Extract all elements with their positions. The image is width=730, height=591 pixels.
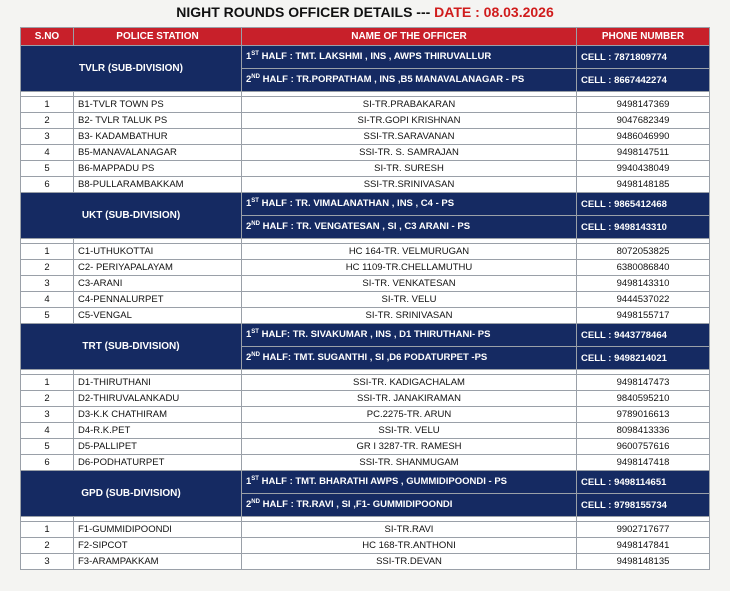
half-officer xyxy=(242,494,577,517)
half-phone: CELL : 8667442274 xyxy=(577,69,710,92)
station-cell: B5-MANAVALANAGAR xyxy=(74,145,242,161)
officer-cell: PC.2275-TR. ARUN xyxy=(242,407,577,423)
officer-cell: HC 1109-TR.CHELLAMUTHU xyxy=(242,260,577,276)
half-text: HALF : TR.PORPATHAM , INS ,B5 MANAVALANAGAR - PS xyxy=(259,74,525,86)
subdivision-row xyxy=(21,324,710,347)
sno-cell: 2 xyxy=(21,113,74,129)
title-date: DATE : 08.03.2026 xyxy=(434,4,554,20)
phone-cell: 9498147841 xyxy=(577,538,710,554)
table-body xyxy=(21,46,710,570)
table-row xyxy=(21,177,710,193)
officer-cell: SI-TR. VENKATESAN xyxy=(242,276,577,292)
sno-cell: 3 xyxy=(21,276,74,292)
half-phone: CELL : 9443778464 xyxy=(577,324,710,347)
half-ordinal: 1 xyxy=(246,476,252,488)
half-ordinal: 2 xyxy=(246,74,252,86)
phone-cell: 9902717677 xyxy=(577,522,710,538)
table-row xyxy=(21,455,710,471)
table-row xyxy=(21,522,710,538)
phone-cell: 9444537022 xyxy=(577,292,710,308)
half-officer xyxy=(242,46,577,69)
phone-cell: 9498155717 xyxy=(577,308,710,324)
officer-cell: SI-TR. VELU xyxy=(242,292,577,308)
phone-cell: 9789016613 xyxy=(577,407,710,423)
half-ordinal-suffix: ND xyxy=(251,499,260,506)
officer-cell: SI-TR.RAVI xyxy=(242,522,577,538)
half-ordinal: 2 xyxy=(246,352,252,364)
half-officer xyxy=(242,324,577,347)
officer-table xyxy=(20,27,710,570)
table-row xyxy=(21,407,710,423)
subdivision-name: TVLR (SUB-DIVISION) xyxy=(21,46,242,92)
half-phone: CELL : 9865412468 xyxy=(577,193,710,216)
half-ordinal-suffix: ND xyxy=(251,74,260,81)
half-text: HALF : TR. VIMALANATHAN , INS , C4 - PS xyxy=(258,198,455,210)
station-cell: D3-K.K CHATHIRAM xyxy=(74,407,242,423)
subdivision-row xyxy=(21,46,710,69)
table-row xyxy=(21,113,710,129)
station-cell: D6-PODHATURPET xyxy=(74,455,242,471)
station-cell: F1-GUMMIDIPOONDI xyxy=(74,522,242,538)
sno-cell: 5 xyxy=(21,439,74,455)
table-row xyxy=(21,375,710,391)
station-cell: B3- KADAMBATHUR xyxy=(74,129,242,145)
half-ordinal: 2 xyxy=(246,221,252,233)
phone-cell: 9047682349 xyxy=(577,113,710,129)
table-row xyxy=(21,244,710,260)
half-text: HALF : TMT. BHARATHI AWPS , GUMMIDIPOONDI - PS xyxy=(258,476,508,488)
phone-cell: 9940438049 xyxy=(577,161,710,177)
officer-cell: HC 164-TR. VELMURUGAN xyxy=(242,244,577,260)
table-row xyxy=(21,276,710,292)
station-cell: F2-SIPCOT xyxy=(74,538,242,554)
station-cell: D4-R.K.PET xyxy=(74,423,242,439)
sno-cell: 1 xyxy=(21,375,74,391)
half-officer xyxy=(242,216,577,239)
officer-cell: GR I 3287-TR. RAMESH xyxy=(242,439,577,455)
phone-cell: 6380086840 xyxy=(577,260,710,276)
phone-cell: 9498147473 xyxy=(577,375,710,391)
sno-cell: 3 xyxy=(21,129,74,145)
header-police-station: POLICE STATION xyxy=(74,28,242,46)
table-row xyxy=(21,439,710,455)
half-ordinal-suffix: ST xyxy=(251,476,259,483)
officer-cell: SSI-TR.SRINIVASAN xyxy=(242,177,577,193)
sno-cell: 2 xyxy=(21,260,74,276)
officer-cell: SSI-TR. SHANMUGAM xyxy=(242,455,577,471)
half-officer xyxy=(242,471,577,494)
station-cell: C5-VENGAL xyxy=(74,308,242,324)
station-cell: C2- PERIYAPALAYAM xyxy=(74,260,242,276)
half-phone: CELL : 9498143310 xyxy=(577,216,710,239)
sno-cell: 6 xyxy=(21,177,74,193)
station-cell: D5-PALLIPET xyxy=(74,439,242,455)
phone-cell: 9498147418 xyxy=(577,455,710,471)
officer-cell: SSI-TR. KADIGACHALAM xyxy=(242,375,577,391)
half-text: HALF: TR. SIVAKUMAR , INS , D1 THIRUTHANI- PS xyxy=(258,329,491,341)
subdivision-row xyxy=(21,471,710,494)
half-text: HALF: TMT. SUGANTHI , SI ,D6 PODATURPET -PS xyxy=(259,352,488,364)
phone-cell: 9498148135 xyxy=(577,554,710,570)
half-ordinal-suffix: ST xyxy=(251,329,259,336)
officer-cell: SSI-TR. JANAKIRAMAN xyxy=(242,391,577,407)
sno-cell: 5 xyxy=(21,308,74,324)
officer-cell: SSI-TR. S. SAMRAJAN xyxy=(242,145,577,161)
phone-cell: 9840595210 xyxy=(577,391,710,407)
phone-cell: 9498147369 xyxy=(577,97,710,113)
sno-cell: 4 xyxy=(21,145,74,161)
phone-cell: 8072053825 xyxy=(577,244,710,260)
officer-cell: SI-TR. SURESH xyxy=(242,161,577,177)
phone-cell: 9498147511 xyxy=(577,145,710,161)
half-text: HALF : TR. VENGATESAN , SI , C3 ARANI - PS xyxy=(259,221,471,233)
half-ordinal-suffix: ND xyxy=(251,221,260,228)
officer-cell: SI-TR.GOPI KRISHNAN xyxy=(242,113,577,129)
half-phone: CELL : 9798155734 xyxy=(577,494,710,517)
table-row xyxy=(21,129,710,145)
phone-cell: 8098413336 xyxy=(577,423,710,439)
subdivision-row xyxy=(21,193,710,216)
sno-cell: 3 xyxy=(21,554,74,570)
header-sno: S.NO xyxy=(21,28,74,46)
officer-cell: HC 168-TR.ANTHONI xyxy=(242,538,577,554)
half-ordinal: 2 xyxy=(246,499,252,511)
station-cell: F3-ARAMPAKKAM xyxy=(74,554,242,570)
sno-cell: 1 xyxy=(21,97,74,113)
officer-cell: SSI-TR. VELU xyxy=(242,423,577,439)
station-cell: B8-PULLARAMBAKKAM xyxy=(74,177,242,193)
half-ordinal: 1 xyxy=(246,329,252,341)
station-cell: B1-TVLR TOWN PS xyxy=(74,97,242,113)
title-text: NIGHT ROUNDS OFFICER DETAILS --- xyxy=(176,4,435,20)
station-cell: B2- TVLR TALUK PS xyxy=(74,113,242,129)
sno-cell: 2 xyxy=(21,538,74,554)
half-ordinal-suffix: ST xyxy=(251,198,259,205)
phone-cell: 9498143310 xyxy=(577,276,710,292)
header-row xyxy=(21,28,710,46)
sno-cell: 6 xyxy=(21,455,74,471)
table-row xyxy=(21,292,710,308)
half-ordinal: 1 xyxy=(246,198,252,210)
table-row xyxy=(21,423,710,439)
half-text: HALF : TR.RAVI , SI ,F1- GUMMIDIPOONDI xyxy=(259,499,453,511)
table-row xyxy=(21,538,710,554)
subdivision-name: TRT (SUB-DIVISION) xyxy=(21,324,242,370)
table-row xyxy=(21,145,710,161)
sno-cell: 2 xyxy=(21,391,74,407)
phone-cell: 9486046990 xyxy=(577,129,710,145)
sno-cell: 3 xyxy=(21,407,74,423)
half-text: HALF : TMT. LAKSHMI , INS , AWPS THIRUVALLUR xyxy=(258,51,492,63)
half-ordinal-suffix: ND xyxy=(251,352,260,359)
sno-cell: 5 xyxy=(21,161,74,177)
table-row xyxy=(21,97,710,113)
half-phone: CELL : 9498114651 xyxy=(577,471,710,494)
half-officer xyxy=(242,69,577,92)
table-row xyxy=(21,554,710,570)
table-row xyxy=(21,260,710,276)
page-title xyxy=(0,4,730,20)
half-phone: CELL : 7871809774 xyxy=(577,46,710,69)
sno-cell: 1 xyxy=(21,522,74,538)
station-cell: B6-MAPPADU PS xyxy=(74,161,242,177)
station-cell: C1-UTHUKOTTAI xyxy=(74,244,242,260)
table-row xyxy=(21,161,710,177)
table-row xyxy=(21,391,710,407)
half-ordinal: 1 xyxy=(246,51,252,63)
table-row xyxy=(21,308,710,324)
half-officer xyxy=(242,347,577,370)
header-officer: NAME OF THE OFFICER xyxy=(242,28,577,46)
sno-cell: 1 xyxy=(21,244,74,260)
station-cell: D1-THIRUTHANI xyxy=(74,375,242,391)
half-ordinal-suffix: ST xyxy=(251,51,259,58)
station-cell: D2-THIRUVALANKADU xyxy=(74,391,242,407)
subdivision-name: UKT (SUB-DIVISION) xyxy=(21,193,242,239)
officer-cell: SSI-TR.SARAVANAN xyxy=(242,129,577,145)
sno-cell: 4 xyxy=(21,292,74,308)
phone-cell: 9600757616 xyxy=(577,439,710,455)
subdivision-name: GPD (SUB-DIVISION) xyxy=(21,471,242,517)
officer-cell: SSI-TR.DEVAN xyxy=(242,554,577,570)
station-cell: C3-ARANI xyxy=(74,276,242,292)
station-cell: C4-PENNALURPET xyxy=(74,292,242,308)
officer-cell: SI-TR. SRINIVASAN xyxy=(242,308,577,324)
phone-cell: 9498148185 xyxy=(577,177,710,193)
officer-cell: SI-TR.PRABAKARAN xyxy=(242,97,577,113)
header-phone: PHONE NUMBER xyxy=(577,28,710,46)
half-phone: CELL : 9498214021 xyxy=(577,347,710,370)
sno-cell: 4 xyxy=(21,423,74,439)
half-officer xyxy=(242,193,577,216)
